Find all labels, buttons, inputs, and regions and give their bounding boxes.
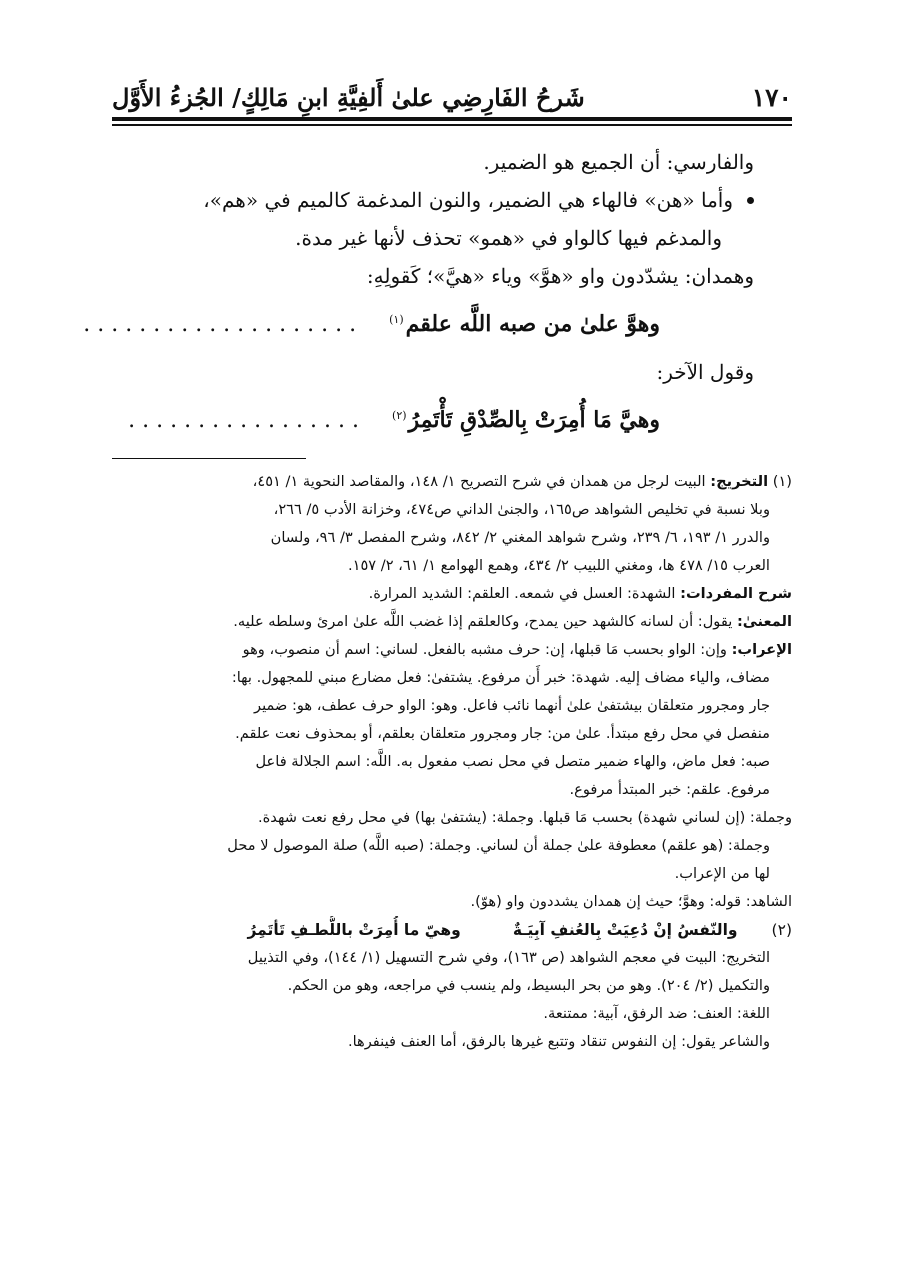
footnote-line: الإعراب: وإن: الواو بحسب مَا قبلها، إن: حرف مشبه بالفعل. لساني: اسم أن منصوب، وهو <box>242 641 792 658</box>
footnote-marker[interactable]: (١) <box>389 312 404 326</box>
footnote-line: الشاهد: قوله: وهوَّ؛ حيث إن همدان يشددون واو (هوّ). <box>470 893 792 910</box>
bullet-dot-icon <box>747 197 754 204</box>
text-line: وهمدان: يشدّدون واو «هوَّ» وياء «هيَّ»؛ كَقولِهِ: <box>366 264 754 288</box>
verse-first-half: والنّفسُ إنْ دُعِيَتْ بِالعُنفِ آبِيَـةٌ <box>512 921 738 939</box>
verse-text: وهيَّ مَا أُمِرَتْ بِالصِّدْقِ تَأْتَمِرُ$^{(٢)}$ <box>392 407 660 433</box>
text-line: والمدغم فيها كالواو في «همو» تحذف لأنها غير مدة. <box>295 226 722 250</box>
footnote-line: وجملة: (إن لساني شهدة) بحسب مَا قبلها. وجملة: (يشتفىٰ بها) في محل رفع نعت شهدة. <box>258 809 792 826</box>
bullet-paragraph <box>112 181 792 219</box>
footnote-separator <box>112 458 306 459</box>
header-rule-thin <box>112 124 792 126</box>
text-line: وأما «هن» فالهاء هي الضمير، والنون المدغمة كالميم في «هم»، <box>203 188 733 212</box>
footnote-number: (٢) <box>771 921 792 939</box>
footnote-line: صبه: فعل ماض، والهاء ضمير متصل في محل نصب مفعول به. اللَّه: اسم الجلالة فاعل <box>255 753 770 770</box>
footnote-line: المعنىٰ: يقول: أن لسانه كالشهد حين يمدح، وكالعلقم إذا غضب اللَّه علىٰ امرئ وسلطه عليه. <box>233 613 792 630</box>
verse-2 <box>112 391 792 449</box>
irab-label: الإعراب: <box>731 641 792 658</box>
footnote-marker[interactable]: (٢) <box>392 408 407 422</box>
footnote-line: مضاف، والياء مضاف إليه. شهدة: خبر أَن مرفوع. يشتفىٰ: فعل مضارع مبني للمجهول. بها: <box>231 669 770 686</box>
verse-1 <box>83 295 792 353</box>
text-line: وقول الآخر: <box>656 360 754 384</box>
text-line: والفارسي: أن الجميع هو الضمير. <box>483 150 754 174</box>
takhrij-label: التخريج: <box>710 473 769 490</box>
running-header <box>112 70 792 116</box>
footnote-line: شرح المفردات: الشهدة: العسل في شمعه. العلقم: الشديد المرارة. <box>368 585 792 602</box>
footnote-line: اللغة: العنف: ضد الرفق، آبية: ممتنعة. <box>543 1005 770 1022</box>
footnote-line: وجملة: (هو علقم) معطوفة علىٰ جملة أن لساني. وجملة: (صبه اللَّه) صلة الموصول لا محل <box>227 837 770 854</box>
main-text <box>83 143 792 449</box>
page-number: ١٧٠ <box>751 83 792 112</box>
verse-ellipsis: .................... <box>83 311 364 337</box>
footnote-line: والتكميل (٢/ ٢٠٤). وهو من بحر البسيط، ولم ينسب في مراجعه، وهو من الحكم. <box>287 977 770 994</box>
book-title: شَرحُ الفَارِضِي علىٰ أَلفِيَّةِ ابنِ مَالِكٍ/ الجُزءُ الأَوَّل <box>112 83 585 112</box>
footnote-line: والدرر ١/ ١٩٣، ٦/ ٢٣٩، وشرح شواهد المغني ٢/ ٨٤٢، وشرح المفصل ٣/ ٩٦، ولسان <box>270 529 770 546</box>
footnote-line: (١) التخريج: البيت لرجل من همدان في شرح التصريح ١/ ١٤٨، والمقاصد النحوية ١/ ٤٥١، <box>252 473 792 490</box>
verse-second-half: وهيّ ما أُمِرَتْ باللُّطـفِ تَأتَمِرُ <box>247 921 461 939</box>
footnotes <box>112 468 792 1056</box>
footnote-line: مرفوع. علقم: خبر المبتدأ مرفوع. <box>569 781 770 798</box>
mufradat-label: شرح المفردات: <box>680 585 792 602</box>
footnote-line: لها من الإعراب. <box>674 865 770 882</box>
footnote-line: جار ومجرور متعلقان بيشتفىٰ علىٰ أنهما نائب فاعل. وهو: الواو حرف عطف، هو: ضمير <box>254 697 770 714</box>
footnote-line: التخريج: البيت في معجم الشواهد (ص ١٦٣)، وفي شرح التسهيل (١/ ١٤٤)، وفي التذييل <box>247 949 770 966</box>
mana-label: المعنىٰ: <box>736 613 792 630</box>
verse-text: وهوَّ علىٰ من صبه اللَّه علقم$^{(١)}$ <box>389 311 660 337</box>
header-rule-thick <box>112 117 792 121</box>
footnote-line: العرب ١٥/ ٤٧٨ ها، ومغني اللبيب ٢/ ٤٣٤، وهمع الهوامع ١/ ٦١، ٢/ ١٥٧. <box>347 557 770 574</box>
verse-ellipsis: ................. <box>128 407 367 433</box>
footnote-verse <box>112 916 792 944</box>
footnote-line: منفصل في محل رفع مبتدأ. علىٰ من: جار ومجرور متعلقان بعلقم، أو بمحذوف نعت علقم. <box>235 725 770 742</box>
footnote-number: (١) <box>772 473 792 490</box>
footnote-line: والشاعر يقول: إن النفوس تنقاد وتتبع غيرها بالرفق، أما العنف فينفرها. <box>347 1033 770 1050</box>
footnote-line: وبلا نسبة في تخليص الشواهد ص١٦٥، والجنىٰ الداني ص٤٧٤، وخزانة الأدب ٥/ ٢٦٦، <box>273 501 770 518</box>
